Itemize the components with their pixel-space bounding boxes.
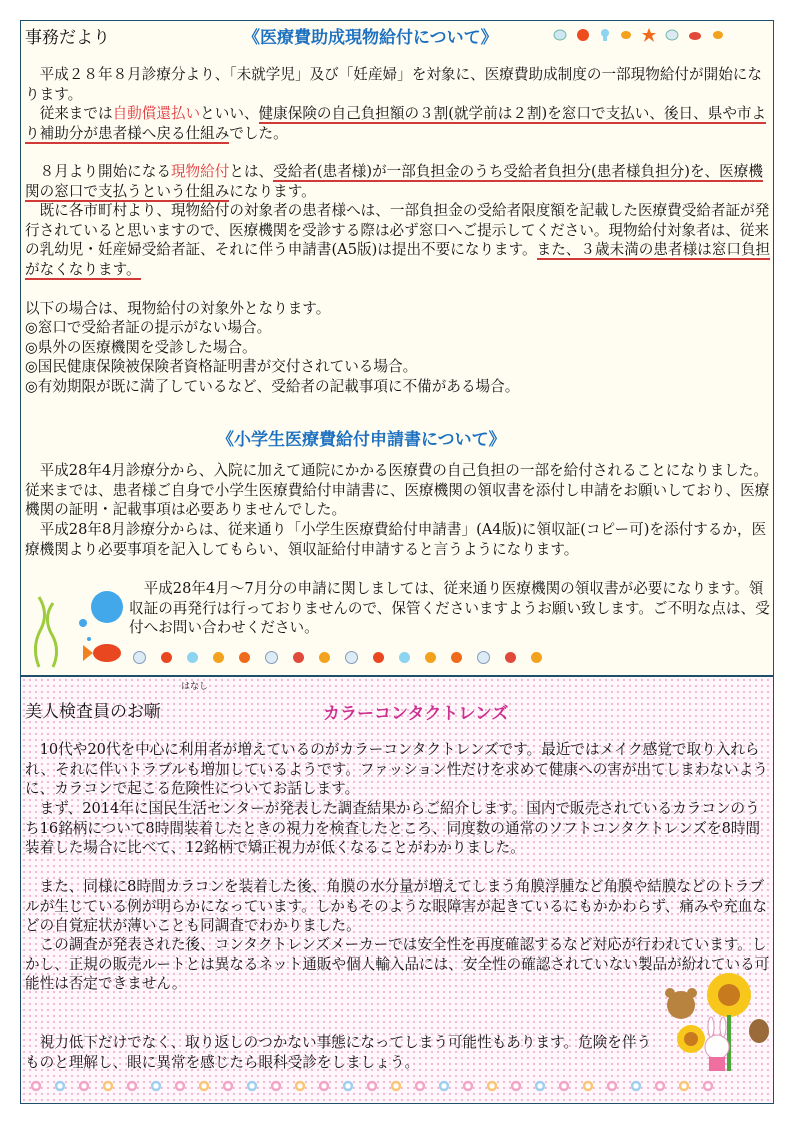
text: ８月より開始になる (25, 163, 171, 180)
underlined-text: 受給者(患者様)が一部負担金のうち受給者負担分(患者様負担分)を、医療機関の窓口で支払うという仕組み (25, 163, 763, 200)
exclusion-item: ◎国民健康保険被保険者資格証明書が交付されている場合。 (25, 358, 418, 375)
flower-icon (507, 1077, 525, 1095)
seaweed-goldfish-illustration (27, 587, 127, 671)
para-elementary-3: 平成28年4月～7月分の申請に関しましては、従来通り医療機関の領収書が必要になります。領収証の再発行は行っておりませんので、保管くださいますようお願い致します。ご不明な点は、受付へお問い合わせください。 (129, 580, 770, 636)
squirrel-icon (749, 1019, 769, 1043)
column-para-4a: この調査が発表された後、コンタクトレンズメーカーでは安全性を再度確認するなど対応が行われています。しかし、正規の販売ルートとは異なるネット通販や個人輸入品には、安全性の確認されていない製品が紛れている可能性は否定できません。 (25, 936, 770, 992)
flower-icon (99, 1077, 117, 1095)
sunflower-bear-bunny-illustration (657, 969, 773, 1075)
underlined-text: また、３歳未満の患者様は窓口負担がなくなります。 (25, 241, 771, 278)
flower-icon (387, 1077, 405, 1095)
flower-icon (411, 1077, 429, 1095)
flower-icon (147, 1077, 165, 1095)
goldfish-icon (619, 29, 633, 41)
bubble-icon (399, 652, 410, 663)
column-title: カラーコンタクトレンズ (323, 704, 509, 724)
flower-icon (531, 1077, 549, 1095)
para-elementary-1: 平成28年4月診療分から、入院に加えて通院にかかる医療費の自己負担の一部を給付されることになりました。従来までは、患者様ご自身で小学生医療費給付申請書に、医療機関の領収書を添付し申請をお願いしており、医療機関の証明・記載事項は必要ありませんでした。 (25, 462, 770, 518)
starfish-icon (451, 652, 462, 663)
flower-icon (459, 1077, 477, 1095)
flower-icon (315, 1077, 333, 1095)
flower-icon (171, 1077, 189, 1095)
shell-icon (265, 651, 278, 664)
flower-icon (627, 1077, 645, 1095)
para-previous-system (25, 104, 771, 143)
crab-icon (505, 652, 516, 663)
section-title: 《医療費助成現物給付について》 (243, 28, 498, 48)
flower-icon (27, 1077, 45, 1095)
crab-icon (293, 652, 304, 663)
flower-icon (123, 1077, 141, 1095)
text: といい、 (200, 105, 259, 122)
bubble-icon (187, 652, 198, 663)
goldfish-icon (213, 652, 224, 663)
flower-icon (51, 1077, 69, 1095)
flower-icon (699, 1077, 717, 1095)
shell-icon (553, 29, 567, 41)
header-decoration (553, 27, 725, 43)
flower-icon (267, 1077, 285, 1095)
goldfish-icon (161, 652, 172, 663)
para-new-system (25, 162, 771, 201)
flower-icon (483, 1077, 501, 1095)
para-certificate (25, 201, 771, 279)
shell-icon (665, 29, 679, 41)
flower-icon (75, 1077, 93, 1095)
flower-icon (435, 1077, 453, 1095)
column-para-3: また、同様に8時間カラコンを装着した後、角膜の水分量が増えてしまう角膜浮腫など角膜や結膜などのトラブルが生じている例が明らかになっています。しかもそのような眼障害が起きているにもかかわらず、痛みや充血などの自覚症状が薄いことも同調査でわかりました。 (25, 878, 767, 934)
bunny-icon (705, 1017, 729, 1071)
column-label: 美人検査員のお噺 (25, 702, 161, 722)
goldfish-icon (711, 29, 725, 41)
flower-icon (243, 1077, 261, 1095)
flower-icon (339, 1077, 357, 1095)
shell-icon (133, 651, 146, 664)
flower-icon (195, 1077, 213, 1095)
flower-icon (675, 1077, 693, 1095)
exclusion-item: ◎県外の医療機関を受診した場合。 (25, 339, 257, 356)
goldfish-icon (319, 652, 330, 663)
column-para-1: 10代や20代を中心に利用者が増えているのがカラーコンタクトレンズです。最近ではメイク感覚で取り入れられ、それに伴いトラブルも増加しているようです。ファッション性だけを求めて健康への害が出てしまわないように、カラコンで起こる危険性についてお話します。 (25, 741, 768, 797)
shell-icon (477, 651, 490, 664)
goldfish-icon (425, 652, 436, 663)
bubble-icon (599, 28, 611, 42)
text: でした。 (229, 124, 288, 142)
starfish-icon (641, 27, 657, 43)
flower-icon (579, 1077, 597, 1095)
para-intro: 平成２８年８月診療分より、「未就学児」及び「妊産婦」を対象に、医療費助成制度の一部現物給付が開始になります。 (25, 66, 762, 103)
para-elementary-2: 平成28年8月診療分からは、従来通り「小学生医療費給付申請書」(A4版)に領収証(コピー可)を添付するか，医療機関より必要事項を記入してもらい、領収証給付申請すると言うようになります。 (25, 521, 767, 558)
text: になります。 (229, 182, 316, 200)
ruby-annotation: はなし (181, 682, 209, 692)
text: とは、 (229, 163, 274, 180)
flower-border-decoration (27, 1075, 767, 1097)
newsletter-section-medical (20, 20, 774, 676)
starfish-icon (239, 652, 250, 663)
bear-icon (665, 988, 697, 1019)
goldfish-icon (373, 652, 384, 663)
newsletter-section-column (20, 676, 774, 1104)
flower-icon (219, 1077, 237, 1095)
text: 従来までは (25, 105, 113, 122)
exclusion-intro: 以下の場合は、現物給付の対象外となります。 (25, 300, 331, 317)
highlight-term: 現物給付 (170, 163, 230, 180)
highlight-term: 自動償還払い (112, 105, 201, 122)
goldfish-icon (575, 28, 591, 42)
underlined-text: 健康保険の自己負担額の３割(就学前は２割)を窓口で支払い、後日、県や市より補助分が患者様へ戻る仕組み (25, 105, 767, 142)
text: 既に各市町村より、現物給付の対象者の患者様へは、一部負担金の受給者限度額を記載した医療費受給者証が発行されていると思いますので、医療機関を受診する際は必ず窓口へご提示してください。現物給付対象者は、従来の乳幼児・妊産婦受給者証、それに伴う申請書(A5版)は提出不要になります。 (25, 202, 770, 258)
flower-icon (651, 1077, 669, 1095)
column-para-2: まず、2014年に国民生活センターが発表した調査結果からご紹介します。国内で販売されているカラコンのうち16銘柄について8時間装着したときの視力を検査したところ、同度数の通常のソフトコンタクトレンズを8時間装着した場合に比べて、12銘柄で矯正視力が低くなることがわかりました。 (25, 800, 761, 856)
exclusion-item: ◎窓口で受給者証の提示がない場合。 (25, 319, 272, 336)
crab-icon (687, 29, 703, 41)
flower-icon (555, 1077, 573, 1095)
flower-icon (363, 1077, 381, 1095)
flower-icon (291, 1077, 309, 1095)
shell-icon (345, 651, 358, 664)
flower-icon (603, 1077, 621, 1095)
section-label: 事務だより (25, 28, 110, 48)
footer-decoration (133, 651, 542, 664)
exclusion-item: ◎有効期限が既に満了しているなど、受給者の記載事項に不備がある場合。 (25, 378, 520, 395)
goldfish-icon (531, 652, 542, 663)
column-para-5: 視力低下だけでなく、取り返しのつかない事態になってしまう可能性もあります。危険を伴うものと理解し、眼に異常を感じたら眼科受診をしましょう。 (25, 1034, 652, 1071)
section-subtitle: 《小学生医療費給付申請書について》 (217, 430, 506, 450)
